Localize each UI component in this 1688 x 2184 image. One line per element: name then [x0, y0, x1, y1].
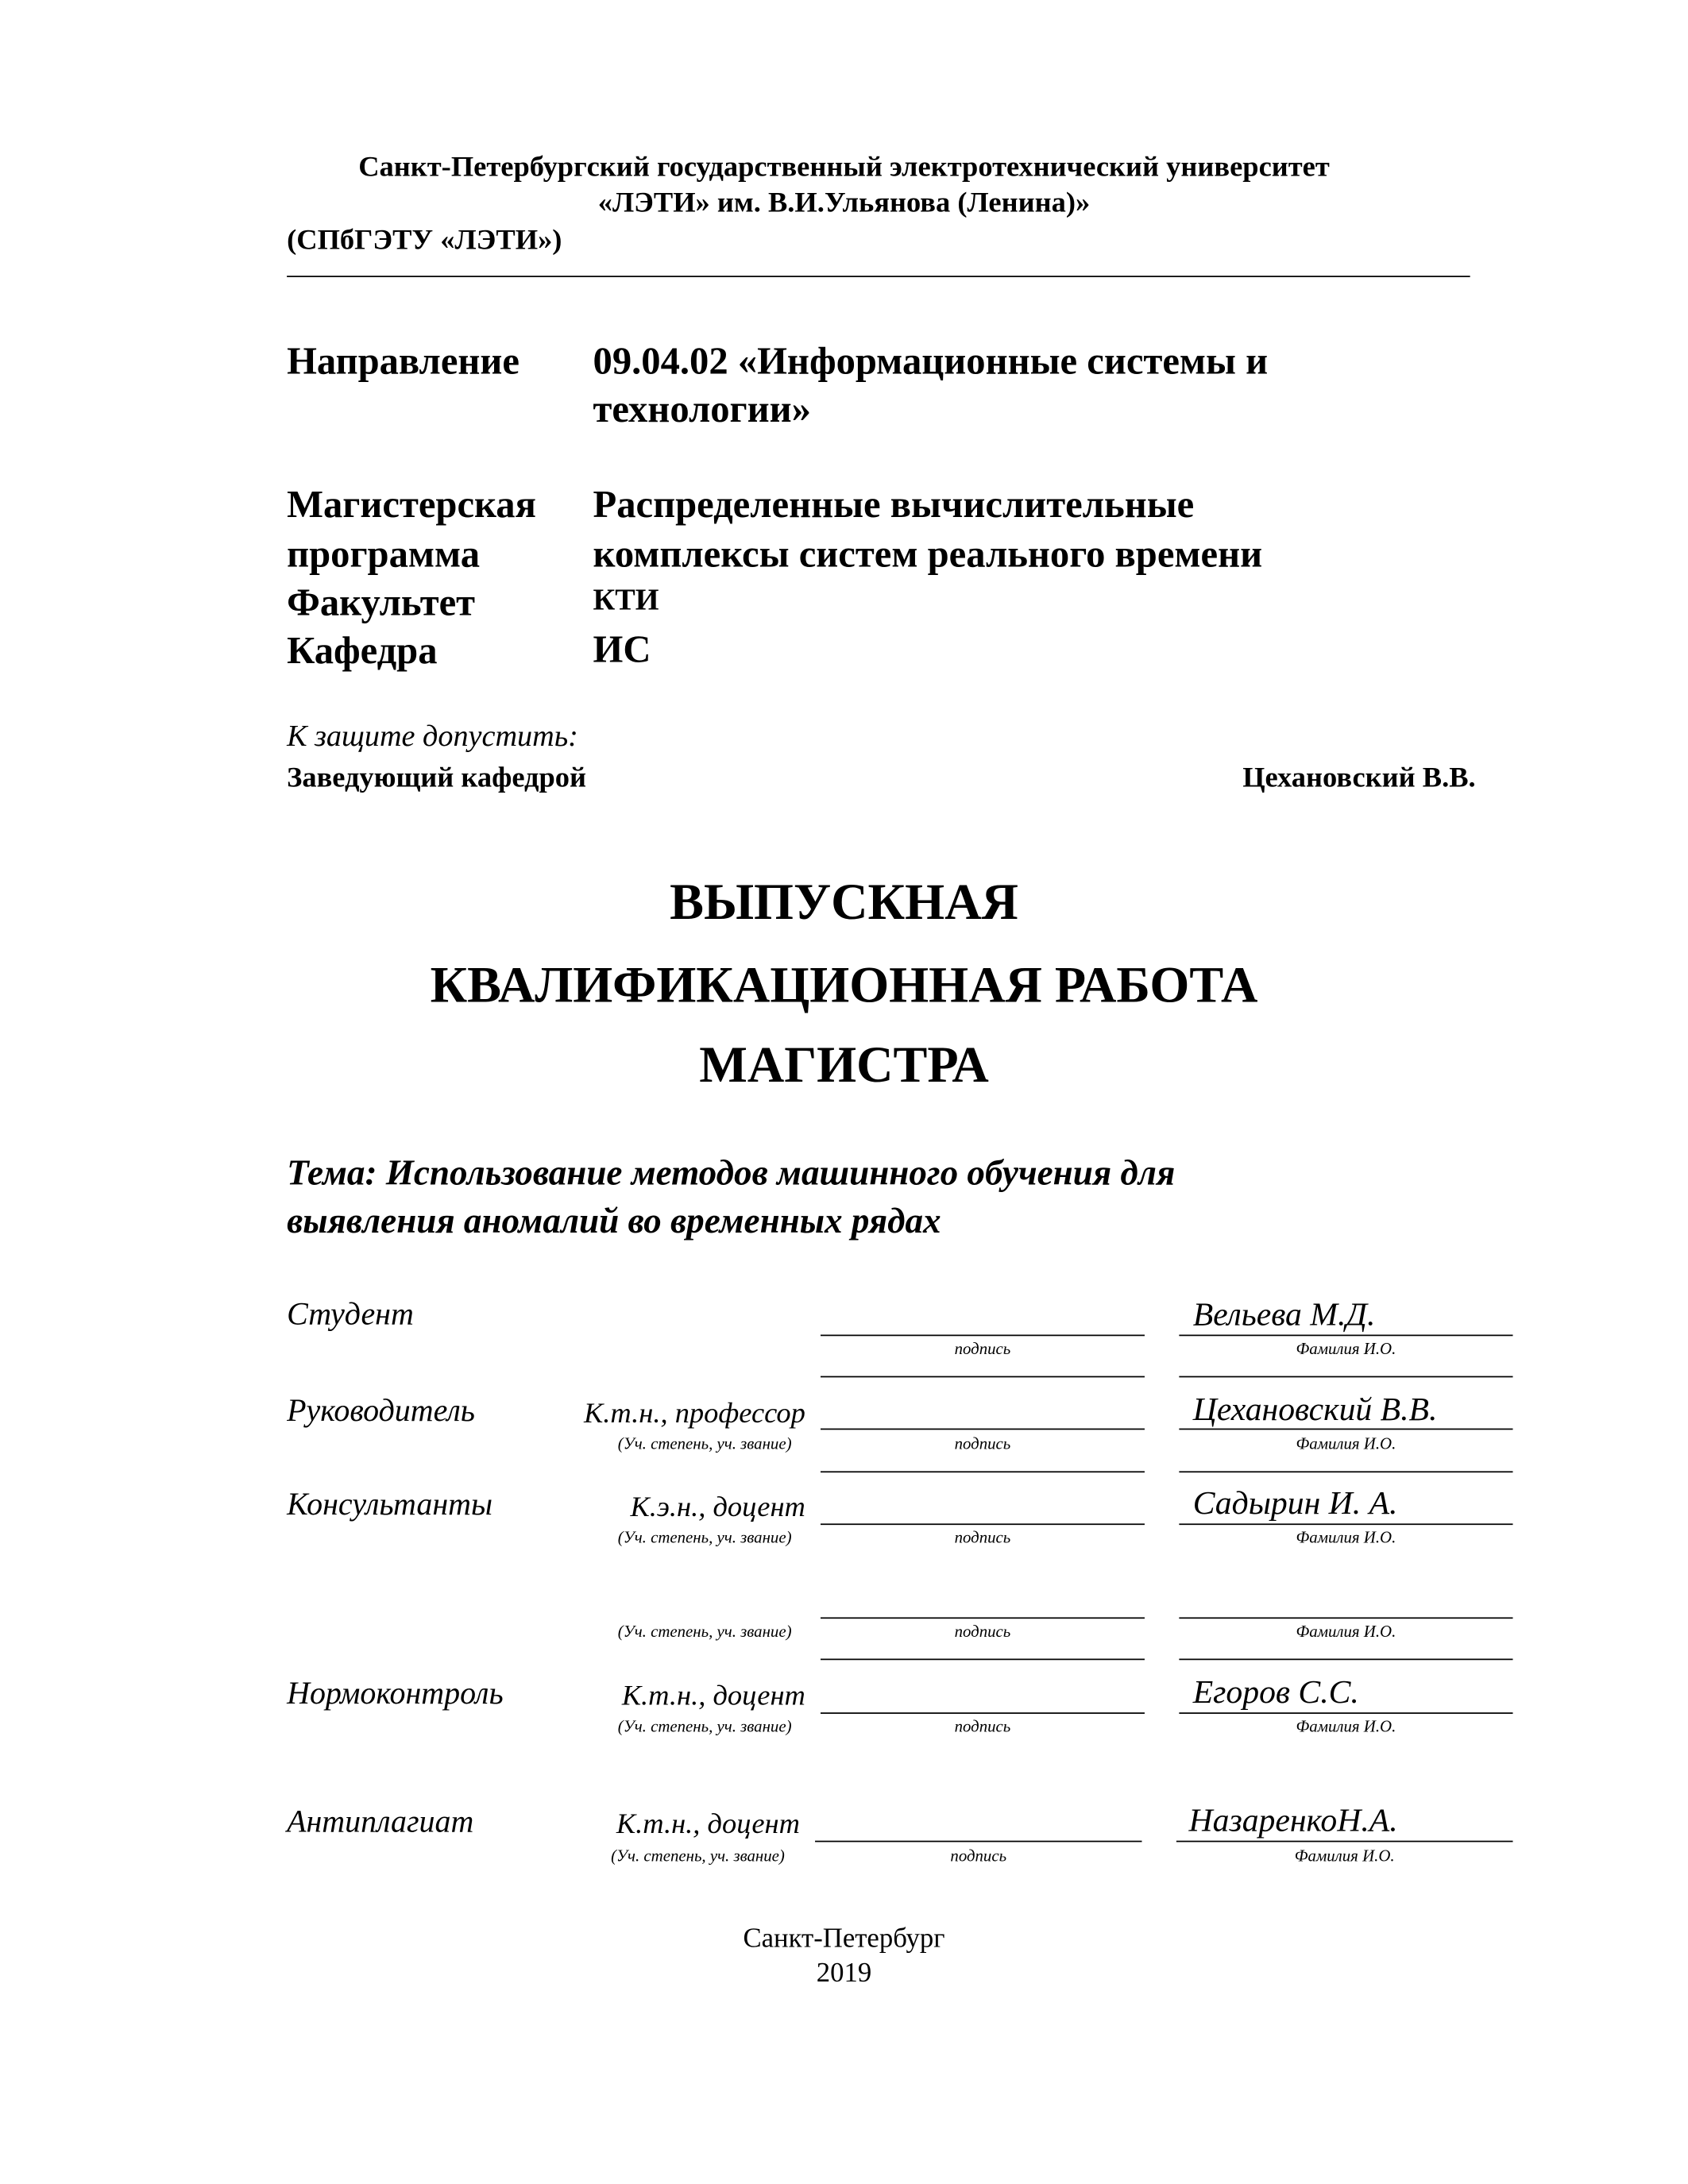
admission-label: К защите допустить: [287, 718, 578, 753]
signature-line [821, 1335, 1145, 1337]
head-of-department-label: Заведующий кафедрой [287, 760, 586, 794]
signature-caption: подпись [950, 1846, 1007, 1866]
signature-caption: подпись [954, 1433, 1011, 1453]
antiplagiarism-degree: К.т.н., доцент [616, 1807, 800, 1840]
name-line [1179, 1335, 1512, 1337]
divider-line [821, 1376, 1145, 1378]
document-title-line2: КВАЛИФИКАЦИОННАЯ РАБОТА [430, 957, 1258, 1014]
document-title-line3: МАГИСТРА [699, 1037, 989, 1094]
norm-control-degree: К.т.н., доцент [621, 1678, 805, 1712]
signature-line [815, 1841, 1141, 1843]
antiplagiarism-name: НазаренкоН.А. [1188, 1803, 1398, 1839]
university-name-line1: Санкт-Петербургский государственный электротехнический университет [358, 149, 1330, 183]
header-divider [287, 276, 1470, 277]
degree-caption: (Уч. степень, уч. звание) [617, 1527, 792, 1547]
signature-line [821, 1523, 1145, 1525]
signature-caption: подпись [954, 1621, 1011, 1641]
footer-year: 2019 [816, 1958, 872, 1989]
student-name: Вельева М.Д. [1192, 1297, 1376, 1333]
supervisor-name: Цехановский В.В. [1192, 1392, 1438, 1429]
head-of-department-name: Цехановский В.В. [1242, 760, 1476, 794]
signature-line [821, 1712, 1145, 1714]
document-title-line1: ВЫПУСКНАЯ [670, 874, 1018, 932]
role-norm-control: Нормоконтроль [287, 1676, 504, 1711]
department-value: ИС [593, 628, 651, 672]
name-line [1176, 1841, 1513, 1843]
name-caption: Фамилия И.О. [1296, 1527, 1396, 1547]
footer-city: Санкт-Петербург [743, 1923, 945, 1954]
consultant-degree: К.э.н., доцент [630, 1489, 805, 1523]
direction-label: Направление [287, 340, 520, 384]
signature-line [821, 1617, 1145, 1619]
name-caption: Фамилия И.О. [1294, 1846, 1395, 1866]
degree-caption: (Уч. степень, уч. звание) [611, 1846, 785, 1866]
supervisor-degree: К.т.н., профессор [584, 1395, 805, 1430]
degree-caption: (Уч. степень, уч. звание) [617, 1621, 792, 1641]
norm-control-name: Егоров С.С. [1192, 1675, 1359, 1711]
role-antiplagiarism: Антиплагиат [287, 1804, 474, 1839]
name-caption: Фамилия И.О. [1296, 1433, 1396, 1453]
divider-line [821, 1471, 1145, 1472]
degree-caption: (Уч. степень, уч. звание) [617, 1716, 792, 1736]
program-label-line1: Магистерская [287, 484, 536, 527]
faculty-value: КТИ [593, 581, 659, 617]
program-label-line2: программа [287, 533, 481, 577]
signature-line [821, 1429, 1145, 1430]
role-student: Студент [287, 1296, 414, 1332]
direction-value-line2: технологии» [593, 388, 811, 432]
theme-line2: выявления аномалий во временных рядах [287, 1201, 941, 1241]
university-abbreviation: (СПбГЭТУ «ЛЭТИ») [287, 222, 562, 257]
theme-line1: Тема: Использование методов машинного обучения для [287, 1152, 1176, 1193]
name-line [1179, 1617, 1512, 1619]
name-line [1179, 1429, 1512, 1430]
department-label: Кафедра [287, 630, 438, 673]
name-line [1179, 1523, 1512, 1525]
program-value-line2: комплексы систем реального времени [593, 533, 1263, 577]
role-consultants: Консультанты [287, 1487, 493, 1522]
divider-line [1179, 1471, 1512, 1472]
role-supervisor: Руководитель [287, 1393, 475, 1428]
divider-line [1179, 1376, 1512, 1378]
signature-caption: подпись [954, 1527, 1011, 1547]
name-line [1179, 1712, 1512, 1714]
name-caption: Фамилия И.О. [1296, 1621, 1396, 1641]
divider-line [1179, 1659, 1512, 1661]
name-caption: Фамилия И.О. [1296, 1716, 1396, 1736]
program-value-line1: Распределенные вычислительные [593, 484, 1195, 527]
name-caption: Фамилия И.О. [1296, 1338, 1396, 1359]
signature-caption: подпись [954, 1716, 1011, 1736]
university-name-line2: «ЛЭТИ» им. В.И.Ульянова (Ленина)» [597, 185, 1091, 219]
degree-caption: (Уч. степень, уч. звание) [617, 1433, 792, 1453]
consultant-name: Садырин И. А. [1192, 1486, 1398, 1522]
divider-line [821, 1659, 1145, 1661]
signature-caption: подпись [954, 1338, 1011, 1359]
direction-value-line1: 09.04.02 «Информационные системы и [593, 340, 1269, 384]
faculty-label: Факультет [287, 581, 476, 625]
